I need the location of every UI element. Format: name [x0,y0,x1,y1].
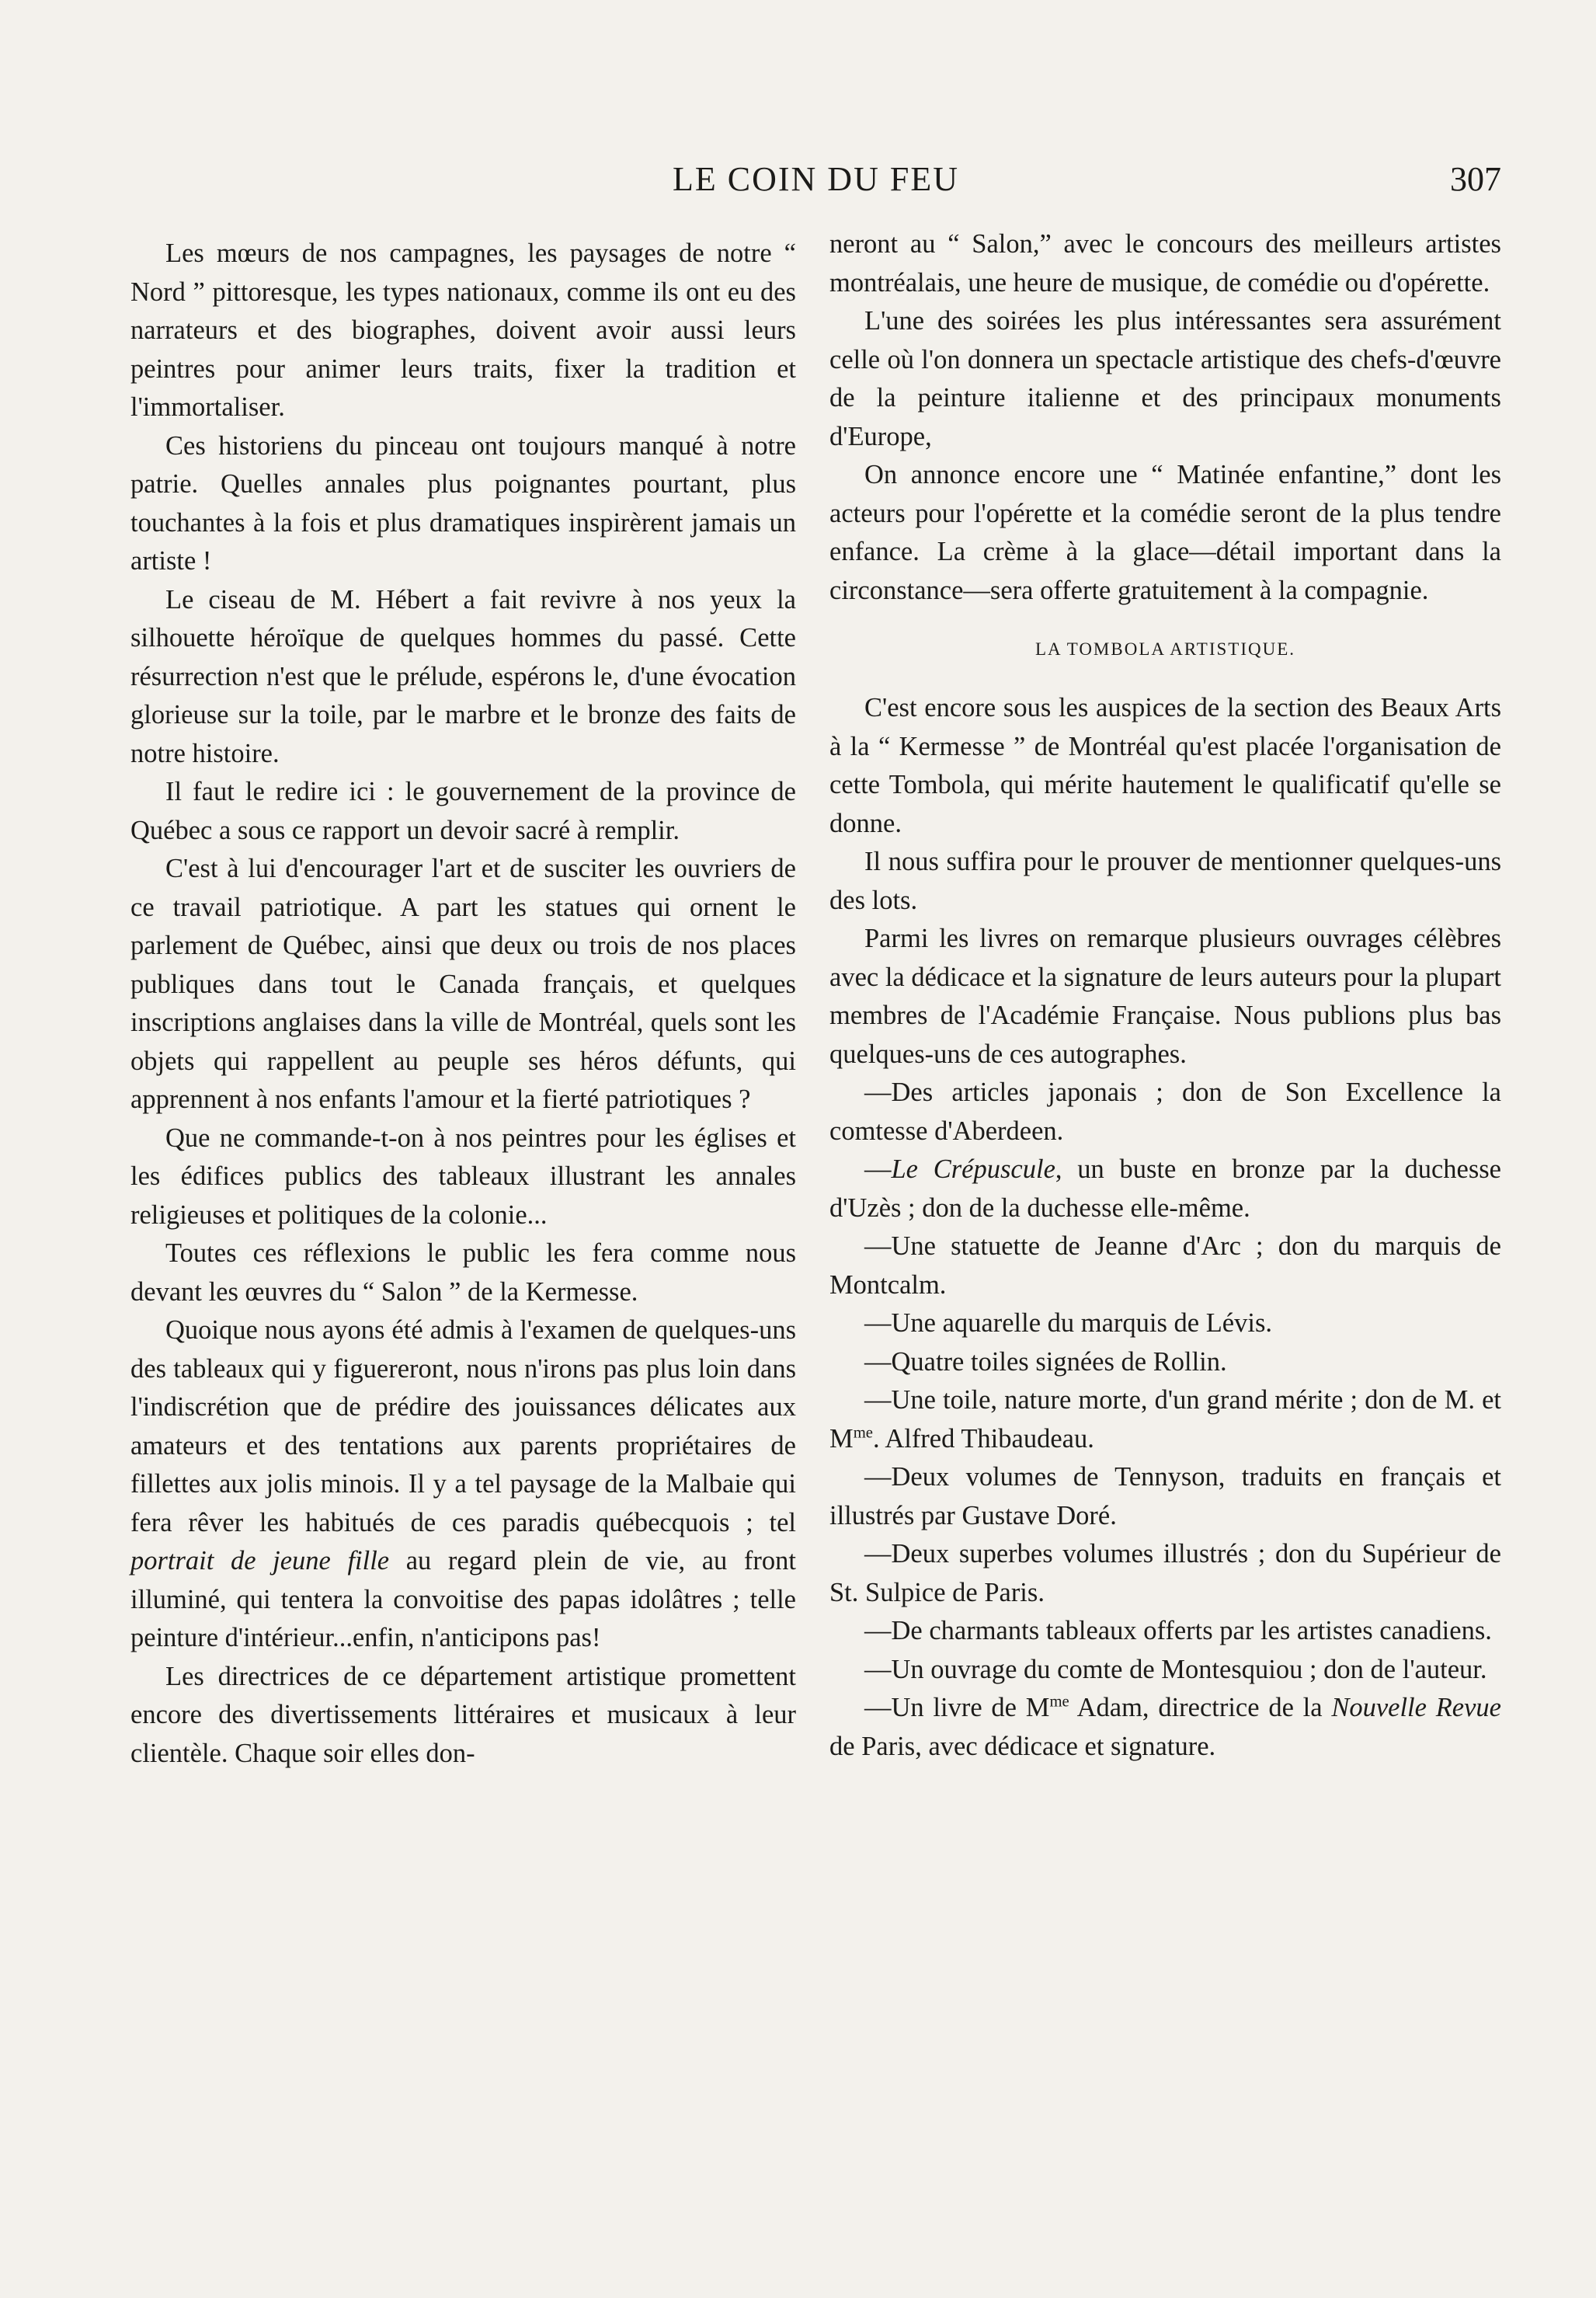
paragraph: Que ne commande-t-on à nos peintres pour les églises et les édifices publics des tableaux illustrant les annales religieuses et politiques de la colonie... [130,1123,796,1230]
paragraph: Le ciseau de M. Hébert a fait revivre à nos yeux la silhouette héroïque de quelques hommes du passé. Cette résurrection n'est que le prélude, espérons le, d'une évocation glorieuse sur la toile, par le marbre et le bronze des faits de notre histoire. [130,584,796,768]
right-column [829,225,1501,1766]
paragraph: C'est à lui d'encourager l'art et de susciter les ouvriers de ce travail patriotique. A part les statues qui ornent le parlement de Québec, ainsi que deux ou trois de nos places publiques dans tout le Canada français, et quelques inscriptions anglaises dans la ville de Montréal, quels sont les objets qui rappellent au peuple ses héros défunts, qui apprennent à nos enfants l'amour et la fierté patriotiques ? [130,854,796,1114]
text-run: , un buste en bronze par la duchesse d'Uzès ; don de la duchesse elle-même. [829,1154,1501,1223]
paragraph: L'une des soirées les plus intéressantes sera assurément celle où l'on donnera un spectacle artistique des chefs-d'œuvre de la peinture italienne et des principaux monuments d'Europe, [829,306,1501,451]
text-run: —Une toile, nature morte, d'un grand mérite ; don de M. et M [829,1385,1501,1454]
section-heading: LA TOMBOLA ARTISTIQUE. [1034,639,1296,659]
paragraph: Il faut le redire ici : le gouvernement de la province de Québec a sous ce rapport un devoir sacré à remplir. [130,777,796,845]
italic-title: Le Crépuscule [891,1154,1055,1184]
text-run: au regard plein de vie, au front illuminé, qui tentera la convoitise des papas idolâtres ; telle peinture d'intérieur...enfin, n'anticipons pas! [130,1546,796,1652]
italic-title: Nouvelle Revue [1331,1693,1501,1722]
lot-item [829,1151,1501,1227]
running-title: LE COIN DU FEU [673,160,959,198]
lot-item: —Quatre toiles signées de Rollin. [864,1346,1227,1377]
dash: — [864,1154,892,1184]
page-header [130,159,1501,206]
paragraph: Les mœurs de nos campagnes, les paysages de notre “ Nord ” pittoresque, les types nationaux, comme ils ont eu des narrateurs et des biographes, doivent avoir aussi leurs peintres pour animer leurs traits, fixer la tradition et l'immortaliser. [130,239,796,422]
lot-item: —Une aquarelle du marquis de Lévis. [864,1308,1272,1338]
paragraph: Il nous suffira pour le prouver de mentionner quelques-uns des lots. [829,847,1501,915]
text-run: Adam, directrice de la [1069,1693,1332,1722]
paragraph: neront au “ Salon,” avec le concours des meilleurs artistes montréalais, une heure de musique, de comédie ou d'opérette. [829,229,1501,298]
paragraph: Parmi les livres on remarque plusieurs ouvrages célèbres avec la dédicace et la signature de leurs auteurs pour la plupart membres de l'Académie Française. Nous publions plus bas quelques-uns de ces autographes. [829,924,1501,1069]
paragraph: On annonce encore une “ Matinée enfantine,” dont les acteurs pour l'opérette et la comédie seront de la plus tendre enfance. La crème à la glace—détail important dans la circonstance—sera offerte gratuitement à la compagnie. [829,460,1501,605]
lot-item: —Deux superbes volumes illustrés ; don du Supérieur de St. Sulpice de Paris. [829,1539,1501,1607]
left-column [130,235,796,1773]
superscript: me [853,1424,873,1441]
italic-title: portrait de jeune fille [130,1546,390,1576]
page-number: 307 [1450,160,1501,198]
paragraph: Toutes ces réflexions le public les fera comme nous devant les œuvres du “ Salon ” de la Kermesse. [130,1238,796,1307]
lot-item: —Des articles japonais ; don de Son Excellence la comtesse d'Aberdeen. [829,1078,1501,1146]
lot-item [829,1381,1501,1458]
text-run: —Un livre de M [864,1693,1050,1722]
paragraph: C'est encore sous les auspices de la section des Beaux Arts à la “ Kermesse ” de Montréal qu'est placée l'organisation de cette Tombola, qui mérite hautement le qualificatif qu'elle se donne. [829,693,1501,838]
lot-item [829,1689,1501,1766]
paragraph [130,1311,796,1658]
text-run: de Paris, avec dédicace et signature. [829,1731,1216,1761]
paragraph: Ces historiens du pinceau ont toujours manqué à notre patrie. Quelles annales plus poignantes pourtant, plus touchantes à la fois et plus dramatiques inspirèrent jamais un artiste ! [130,430,796,576]
text-run: . Alfred Thibaudeau. [872,1423,1094,1454]
paragraph: Les directrices de ce département artistique promettent encore des divertissements littéraires et musicaux à leur clientèle. Chaque soir elles don- [130,1661,796,1768]
text-run: Quoique nous ayons été admis à l'examen de quelques-uns des tableaux qui y figuereront, nous n'irons pas plus loin dans l'indiscrétion que de prédire des jouissances délicates aux amateurs et des tentations aux parents propriétaires de fillettes aux jolis minois. Il y a tel paysage de la Malbaie qui fera rêver les habitués de ces paradis québecquois ; tel [130,1315,796,1537]
lot-item: —De charmants tableaux offerts par les artistes canadiens. [864,1616,1492,1645]
lot-item: —Un ouvrage du comte de Montesquiou ; don de l'auteur. [864,1654,1487,1684]
lot-item: —Deux volumes de Tennyson, traduits en français et illustrés par Gustave Doré. [829,1462,1501,1530]
lot-item: —Une statuette de Jeanne d'Arc ; don du marquis de Montcalm. [829,1231,1501,1300]
superscript: me [1049,1693,1069,1711]
